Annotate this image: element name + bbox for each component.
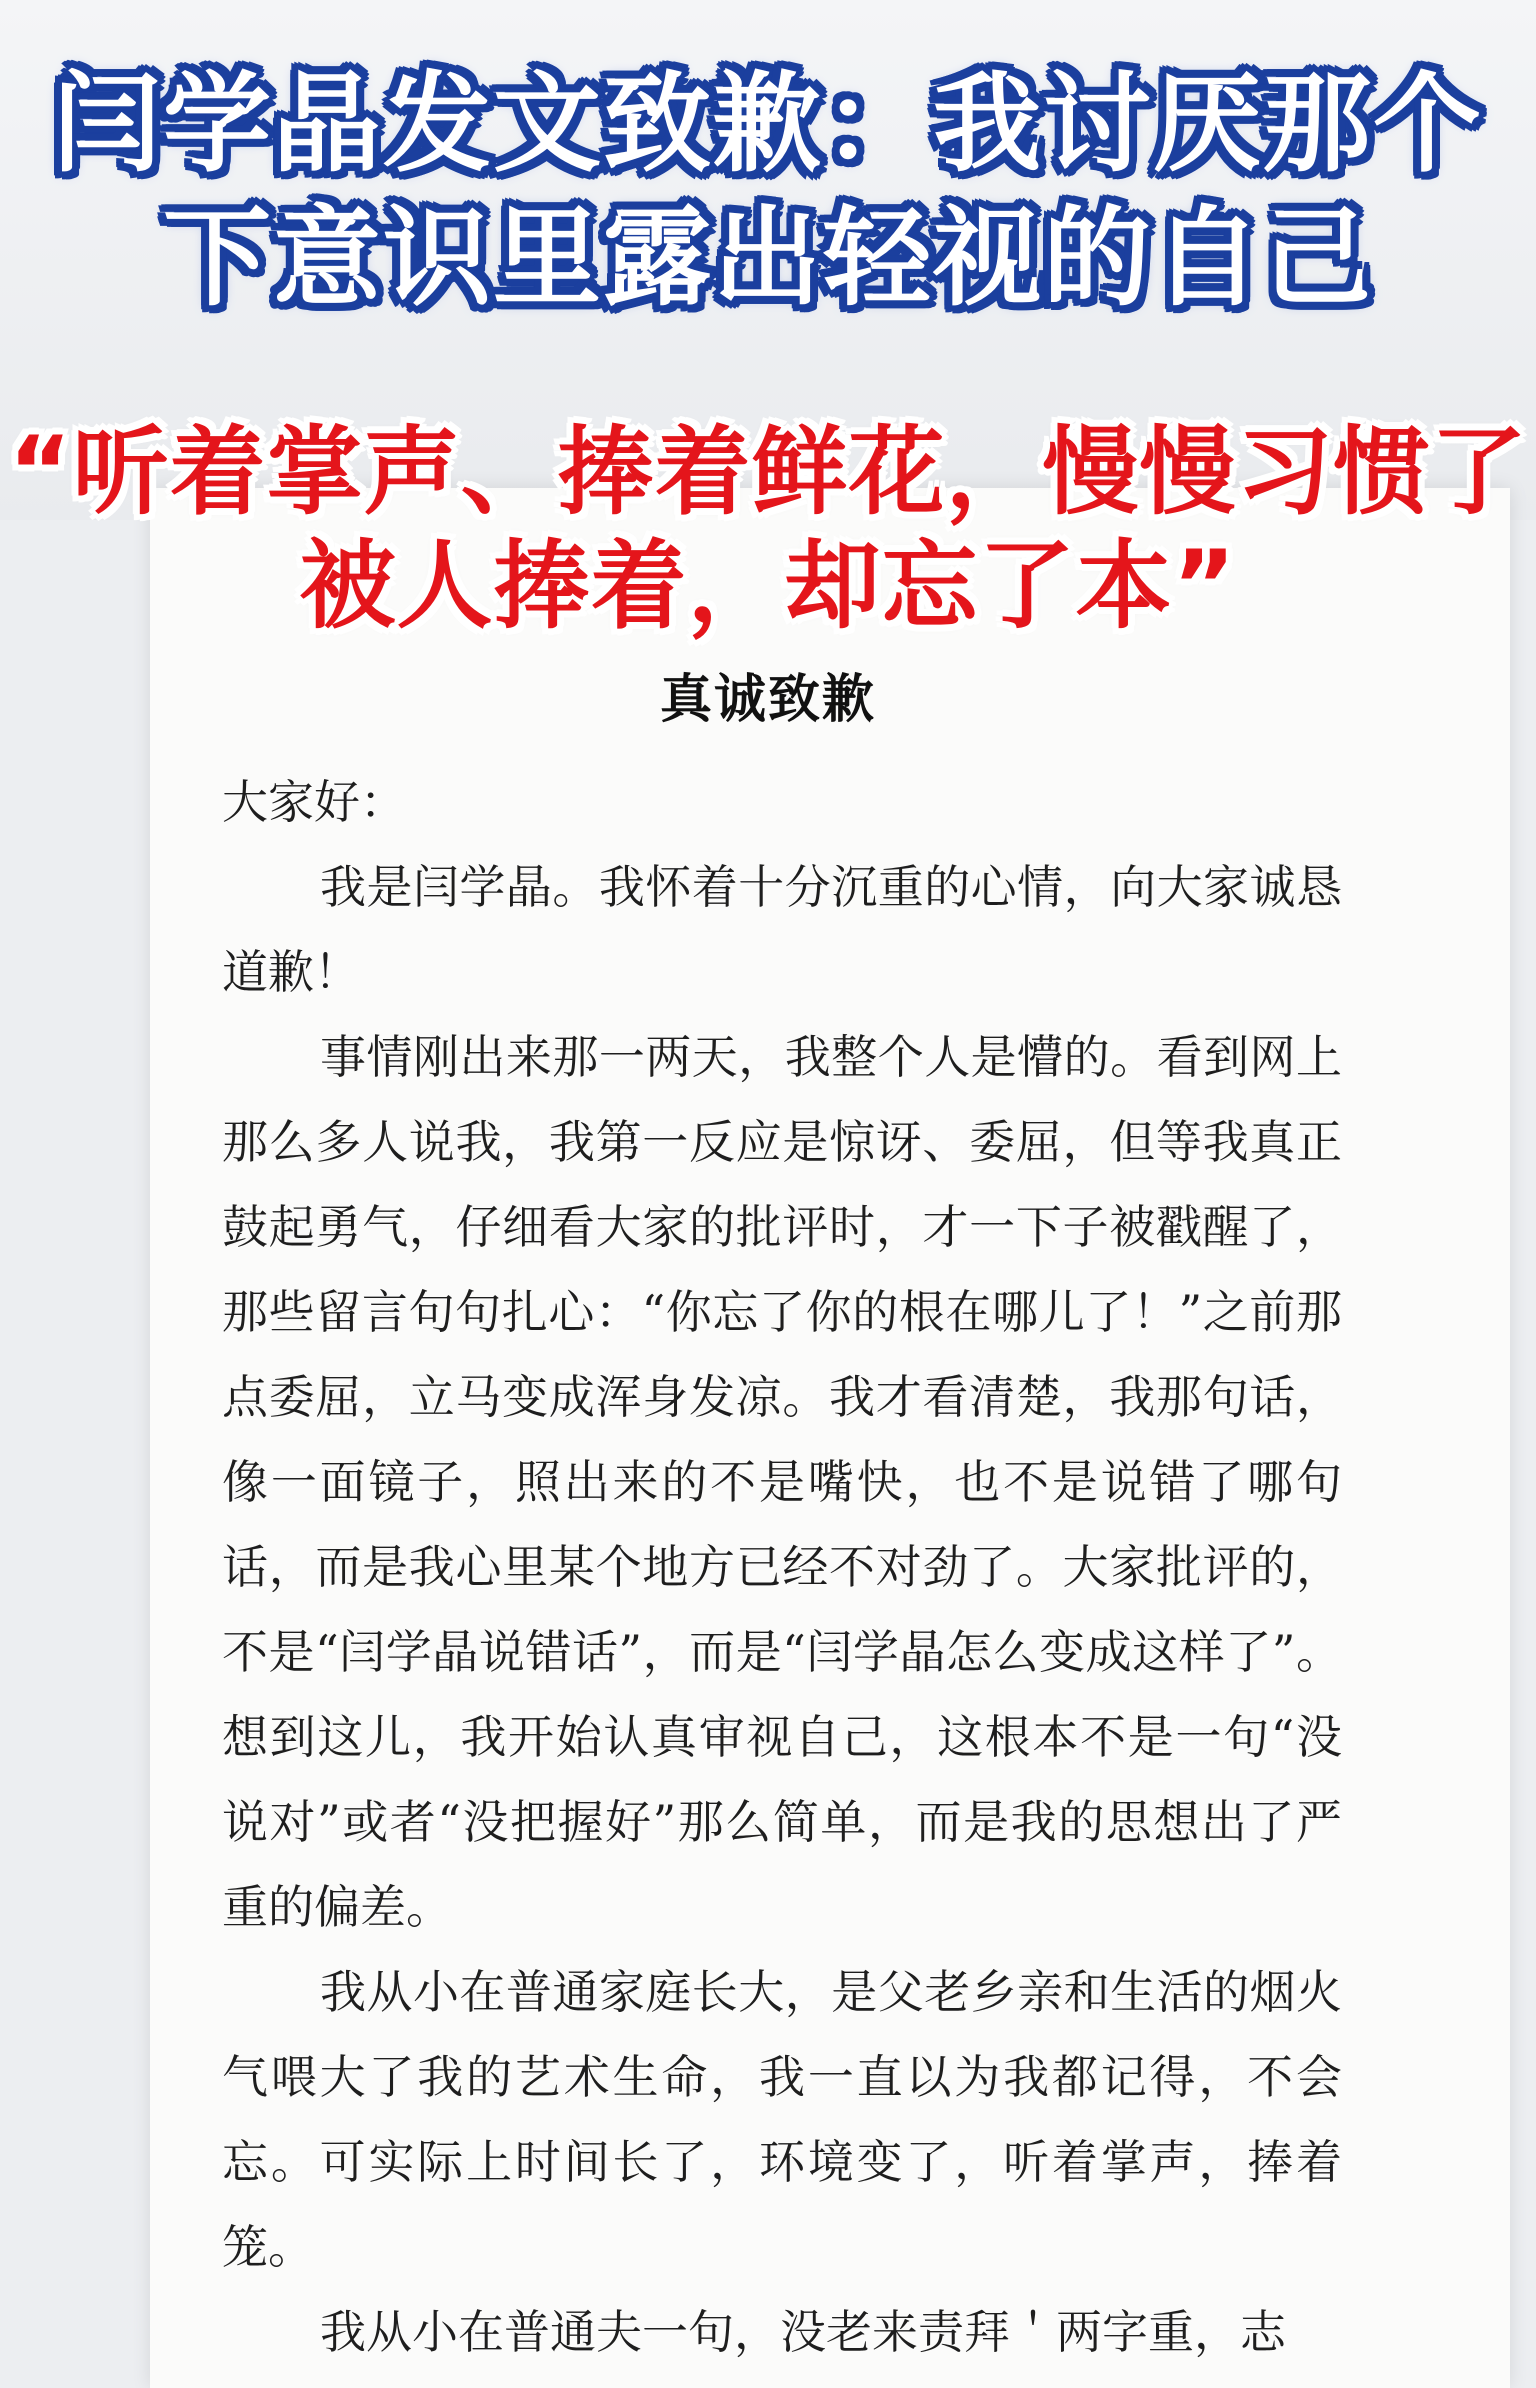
paragraph: 我从小在普通家庭长大，是父老乡亲和生活的烟火气喂大了我的艺术生命，我一直以为我都记得，不会忘。可实际上时间长了，环境变了，听着掌声，捧着笼。 — [222, 1965, 1342, 2274]
quote-line-2: 被人捧着，却忘了本” — [299, 530, 1237, 642]
headline-line-1: 闫学晶发文致歉：我讨厌那个 — [52, 62, 1483, 187]
document-title: 真诚致歉 — [659, 669, 876, 730]
headline-title — [0, 58, 1536, 326]
paragraph: 事情刚出来那一两天，我整个人是懵的。看到网上那么多人说我，我第一反应是惊讶、委屈，但等我真正鼓起勇气，仔细看大家的批评时，才一下子被戳醒了，那些留言句句扎心：“你忘了你的根在哪儿了！”之前那点委屈，立马变成浑身发凉。我才看清楚，我那句话，像一面镜子，照出来的不是嘴快，也不是说错了哪句话，而是我心里某个地方已经不对劲了。大家批评的，不是“闫学晶说错话”，而是“闫学晶怎么变成这样了”。想到这儿，我开始认真审视自己，这根本不是一句“没说对”或者“没把握好”那么简单，而是我的思想出了严重的偏差。 — [222, 1030, 1342, 1934]
document-greeting: 大家好： — [222, 775, 406, 829]
headline-line-2: 下意识里露出轻视的自己 — [162, 196, 1373, 321]
quote-subtitle — [0, 415, 1536, 643]
paragraph: 我是闫学晶。我怀着十分沉重的心情，向大家诚恳道歉！ — [222, 860, 1342, 999]
paragraph: 我从小在普通夫一句，没老来责拜＇两字重，志 — [320, 2305, 1286, 2359]
document-body — [222, 760, 1342, 2375]
quote-line-1: “听着掌声、捧着鲜花，慢慢习惯了 — [8, 416, 1528, 528]
